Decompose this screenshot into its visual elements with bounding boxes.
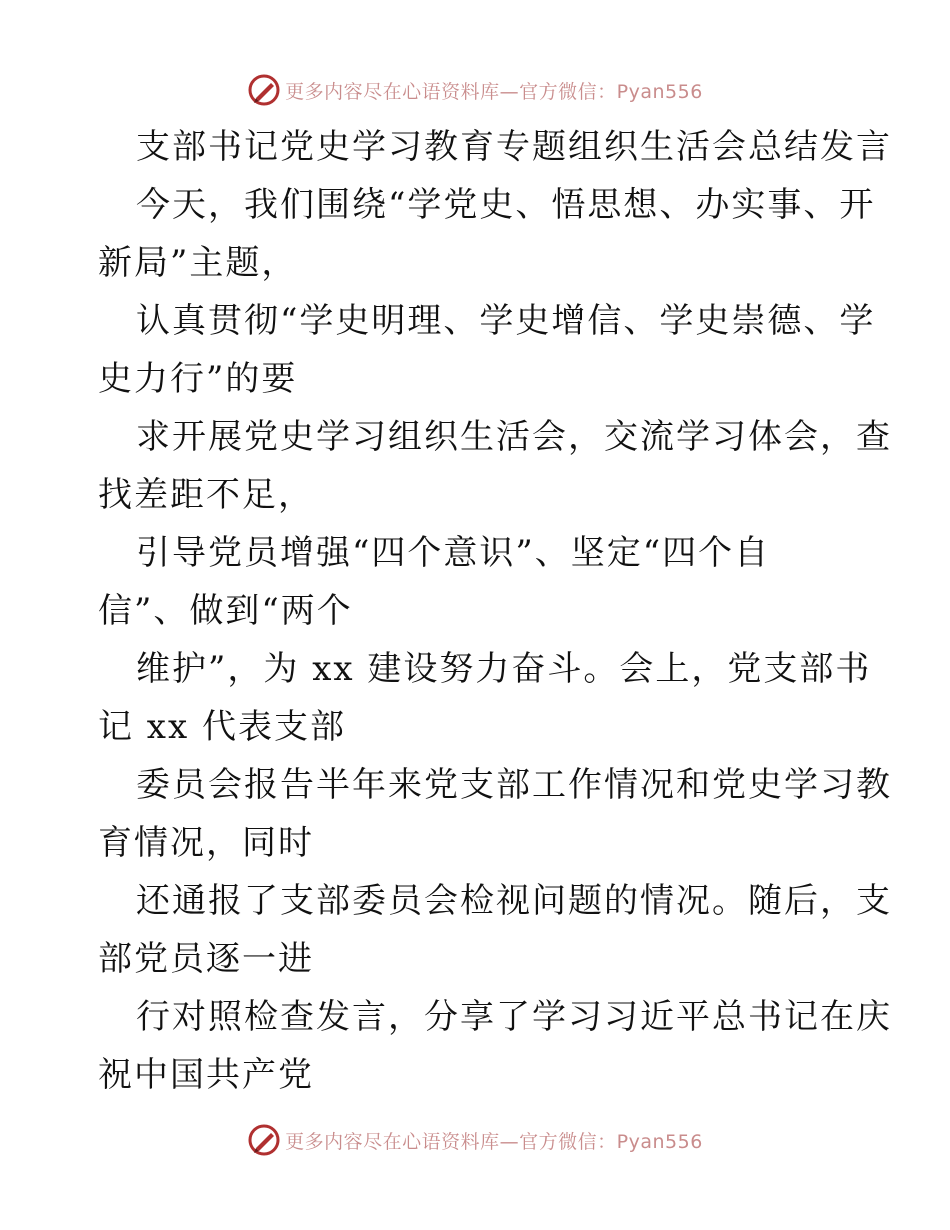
text-line: 记 xx 代表支部	[98, 707, 346, 747]
header-watermark	[0, 70, 950, 110]
pen-logo-icon	[247, 1123, 281, 1157]
text-line: 行对照检查发言，分享了学习习近平总书记在庆	[136, 997, 892, 1037]
text-line: 引导党员增强“四个意识”、坚定“四个自	[136, 533, 771, 573]
text-line: 祝中国共产党	[98, 1055, 314, 1095]
text-line: 维护”，为 xx 建设努力奋斗。会上，党支部书	[136, 649, 872, 689]
text-line: 还通报了支部委员会检视问题的情况。随后，支	[136, 881, 892, 921]
watermark-text: 更多内容尽在心语资料库—官方微信：Pyan556	[285, 80, 703, 103]
document-body	[98, 118, 892, 1104]
text-line: 找差距不足，	[98, 475, 314, 515]
text-line: 部党员逐一进	[98, 939, 314, 979]
text-line: 求开展党史学习组织生活会，交流学习体会，查	[136, 417, 892, 457]
pen-logo-icon	[247, 73, 281, 107]
text-line: 史力行”的要	[98, 359, 298, 399]
text-line: 信”、做到“两个	[98, 591, 353, 631]
text-line: 支部书记党史学习教育专题组织生活会总结发言	[136, 127, 892, 167]
text-line: 委员会报告半年来党支部工作情况和党史学习教	[136, 765, 892, 805]
watermark-text: 更多内容尽在心语资料库—官方微信：Pyan556	[285, 1130, 703, 1153]
text-line: 今天，我们围绕“学党史、悟思想、办实事、开	[136, 185, 876, 225]
text-line: 育情况，同时	[98, 823, 314, 863]
text-line: 新局”主题，	[98, 243, 298, 283]
text-line: 认真贯彻“学史明理、学史增信、学史崇德、学	[136, 301, 876, 341]
footer-watermark	[0, 1120, 950, 1160]
